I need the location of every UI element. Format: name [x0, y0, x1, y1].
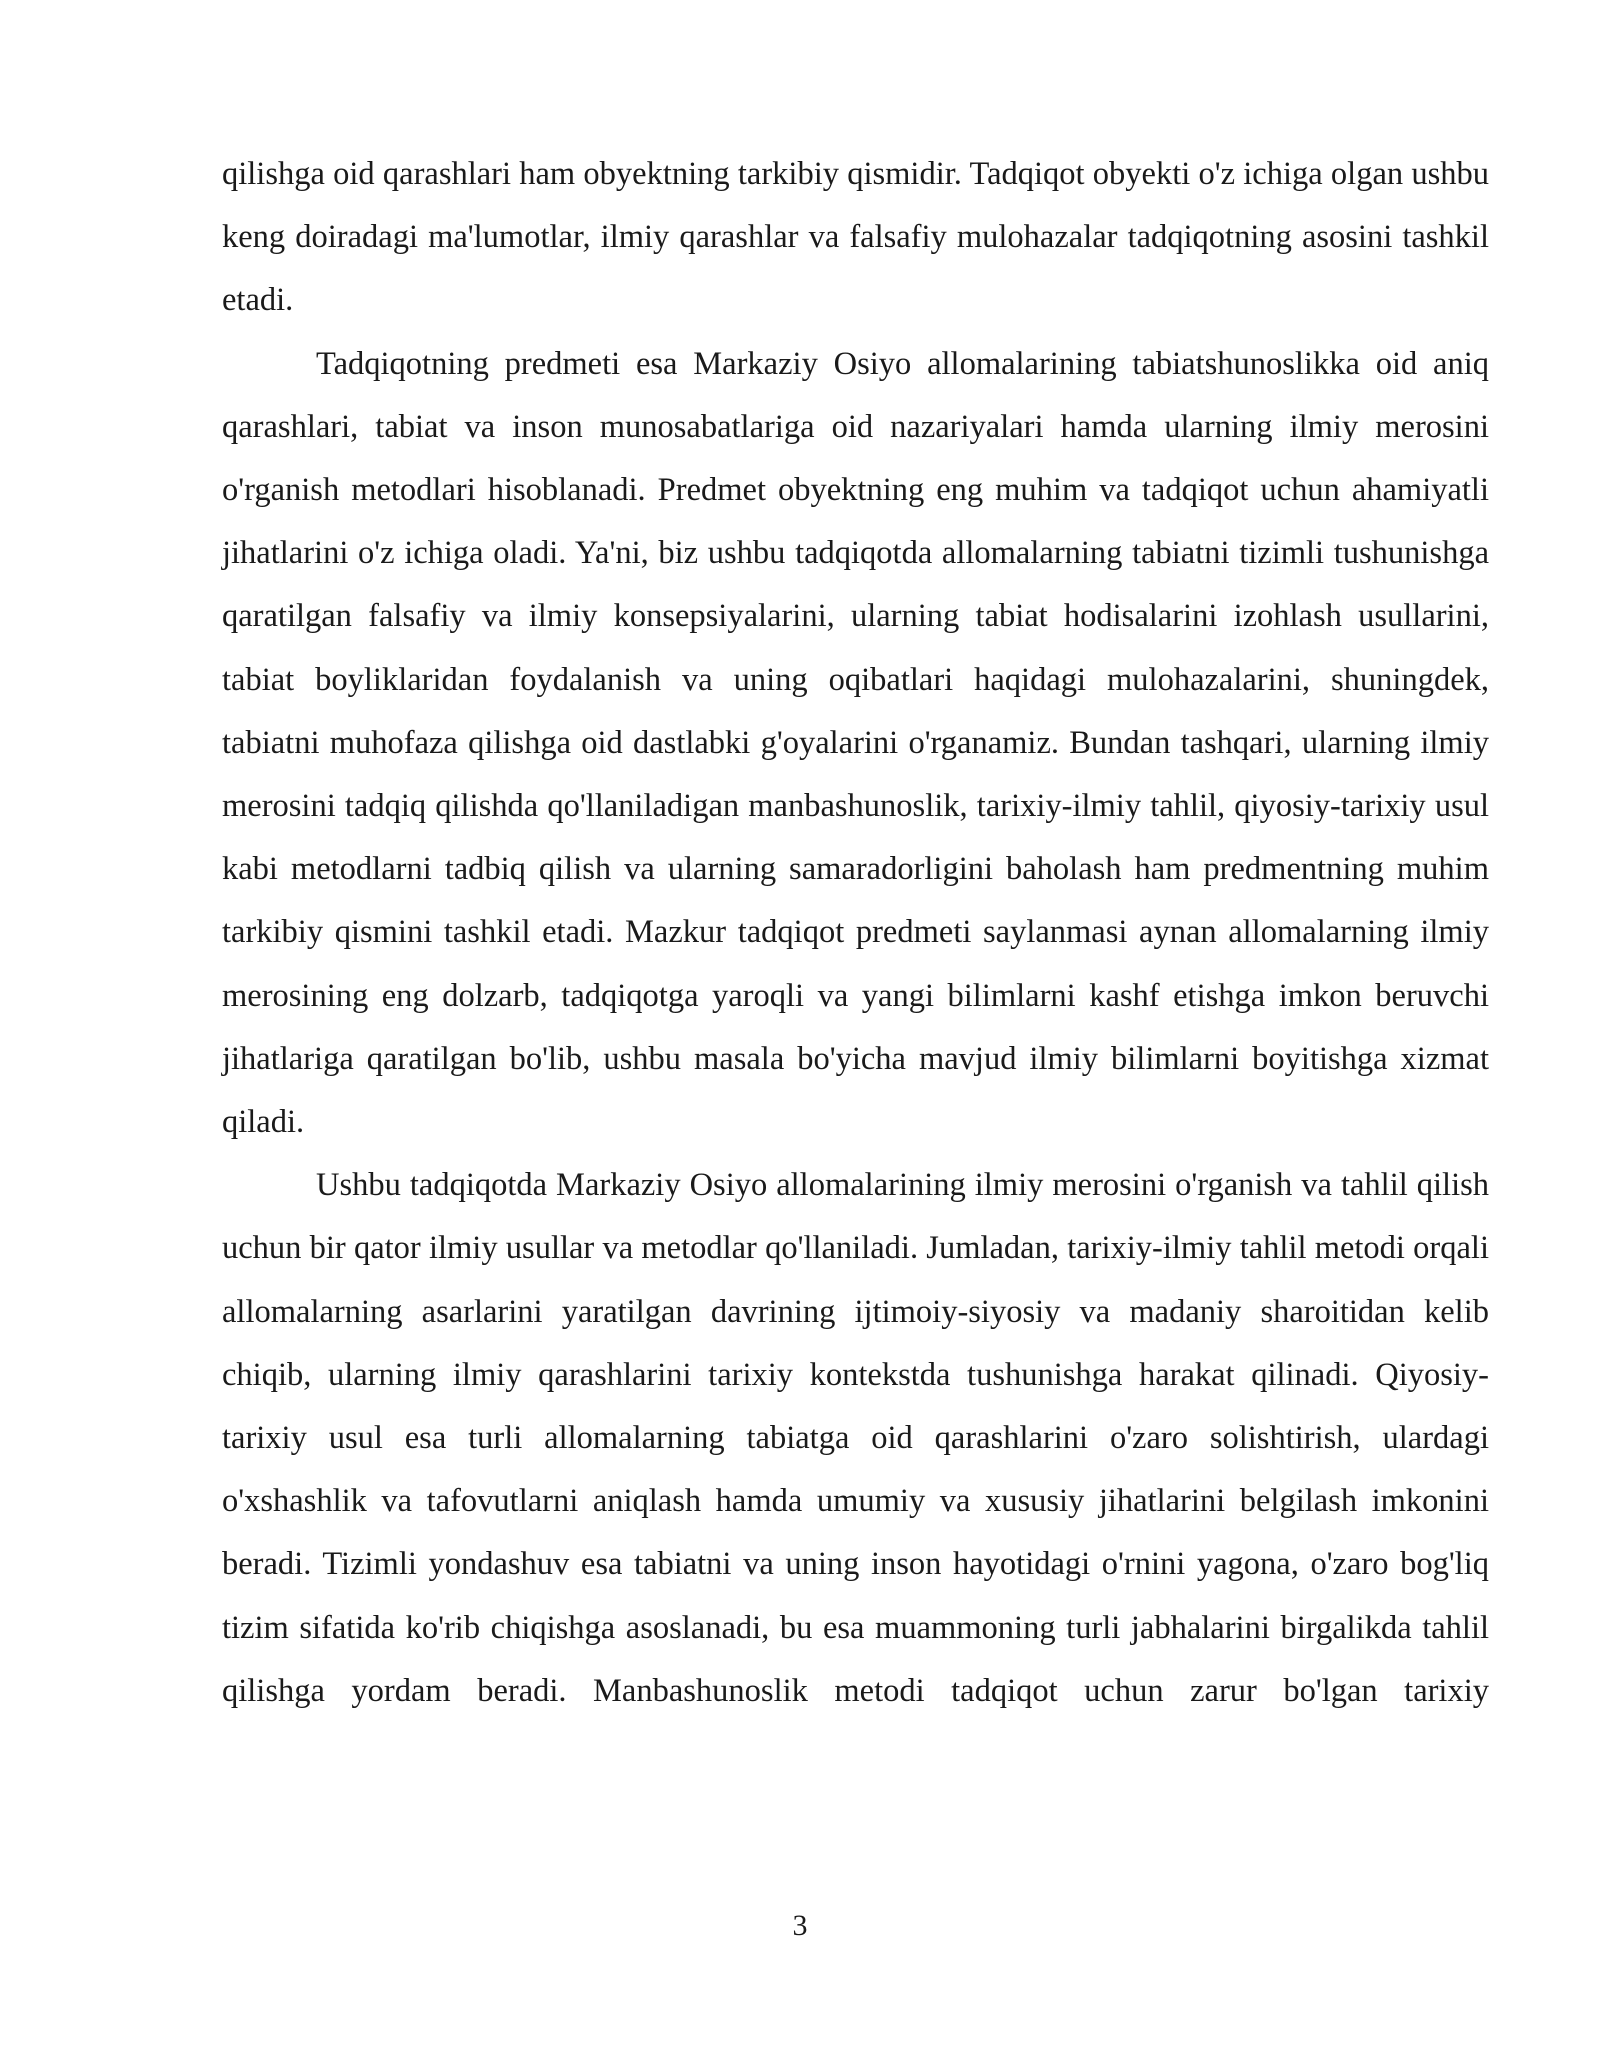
paragraph-1: qilishga oid qarashlari ham obyektning tarkibiy qismidir. Tadqiqot obyekti o'z ichiga olgan ushbu keng doiradagi ma'lumotlar, ilmiy qarashlar va falsafiy mulohazalar tadqiqotning asosini tashkil etadi.	[222, 156, 1489, 319]
page-number: 3	[792, 1909, 808, 1942]
body-text	[222, 143, 1489, 1723]
paragraph-3: Ushbu tadqiqotda Markaziy Osiyo allomalarining ilmiy merosini o'rganish va tahlil qilish uchun bir qator ilmiy usullar va metodlar qo'llaniladi. Jumladan, tarixiy-ilmiy tahlil metodi orqali allomalarning asarlarini yaratilgan davrining ijtimoiy-siyosiy va madaniy sharoitidan kelib chiqib, ularning ilmiy qarashlarini tarixiy kontekstda tushunishga harakat qilinadi. Qiyosiy-tarixiy usul esa turli allomalarning tabiatga oid qarashlarini o'zaro solishtirish, ulardagi o'xshashlik va tafovutlarni aniqlash hamda umumiy va xususiy jihatlarini belgilash imkonini beradi. Tizimli yondashuv esa tabiatni va uning inson hayotidagi o'rnini yagona, o'zaro bog'liq tizim sifatida ko'rib chiqishga asoslanadi, bu esa muammoning turli jabhalarini birgalikda tahlil qilishga yordam beradi. Manbashunoslik metodi tadqiqot uchun zarur bo'lgan tarixiy	[222, 1167, 1489, 1709]
paragraph-2: Tadqiqotning predmeti esa Markaziy Osiyo allomalarining tabiatshunoslikka oid aniq qarashlari, tabiat va inson munosabatlariga oid nazariyalari hamda ularning ilmiy merosini o'rganish metodlari hisoblanadi. Predmet obyektning eng muhim va tadqiqot uchun ahamiyatli jihatlarini o'z ichiga oladi. Ya'ni, biz ushbu tadqiqotda allomalarning tabiatni tizimli tushunishga qaratilgan falsafiy va ilmiy konsepsiyalarini, ularning tabiat hodisalarini izohlash usullarini, tabiat boyliklaridan foydalanish va uning oqibatlari haqidagi mulohazalarini, shuningdek, tabiatni muhofaza qilishga oid dastlabki g'oyalarini o'rganamiz. Bundan tashqari, ularning ilmiy merosini tadqiq qilishda qo'llaniladigan manbashunoslik, tarixiy-ilmiy tahlil, qiyosiy-tarixiy usul kabi metodlarni tadbiq qilish va ularning samaradorligini baholash ham predmentning muhim tarkibiy qismini tashkil etadi. Mazkur tadqiqot predmeti saylanmasi aynan allomalarning ilmiy merosining eng dolzarb, tadqiqotga yaroqli va yangi bilimlarni kashf etishga imkon beruvchi jihatlariga qaratilgan bo'lib, ushbu masala bo'yicha mavjud ilmiy bilimlarni boyitishga xizmat qiladi.	[222, 345, 1489, 1141]
